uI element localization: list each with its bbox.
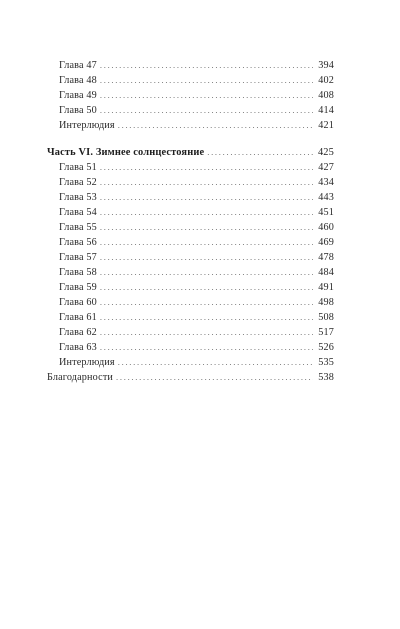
dot-leader — [100, 310, 313, 325]
toc-entry-page: 434 — [318, 177, 334, 188]
toc-part-page: 425 — [317, 147, 334, 158]
dot-leader — [100, 265, 313, 280]
toc-entry — [47, 175, 334, 190]
toc-entry-label: Глава 59 — [59, 282, 97, 293]
toc-entry-page: 451 — [318, 207, 334, 218]
toc-entry-page: 538 — [318, 372, 334, 383]
toc-entry-page: 460 — [318, 222, 334, 233]
toc-entry-page: 427 — [318, 162, 334, 173]
toc-entry-page: 478 — [318, 252, 334, 263]
toc-entry-page: 484 — [318, 267, 334, 278]
toc-entry — [47, 295, 334, 310]
dot-leader — [118, 118, 313, 133]
dot-leader — [100, 160, 313, 175]
dot-leader — [100, 250, 313, 265]
toc-entry-label: Глава 55 — [59, 222, 97, 233]
toc-entry-label: Глава 58 — [59, 267, 97, 278]
toc-entry-label: Глава 60 — [59, 297, 97, 308]
toc-entry-label: Глава 49 — [59, 90, 97, 101]
toc-entry-label: Глава 63 — [59, 342, 97, 353]
table-of-contents — [47, 58, 334, 385]
toc-entry-page: 498 — [318, 297, 334, 308]
dot-leader — [100, 295, 313, 310]
dot-leader — [100, 325, 313, 340]
toc-entry — [47, 58, 334, 73]
dot-leader — [100, 73, 313, 88]
toc-entry — [47, 370, 334, 385]
toc-entry — [47, 205, 334, 220]
toc-entry-label: Глава 52 — [59, 177, 97, 188]
dot-leader — [100, 190, 313, 205]
dot-leader — [100, 280, 313, 295]
toc-entry — [47, 235, 334, 250]
toc-entry-label: Глава 61 — [59, 312, 97, 323]
toc-entry — [47, 73, 334, 88]
toc-entry-page: 408 — [318, 90, 334, 101]
toc-entry — [47, 280, 334, 295]
toc-entry-label: Глава 54 — [59, 207, 97, 218]
toc-entry-label: Благодарности — [47, 372, 114, 383]
dot-leader — [100, 340, 313, 355]
toc-entry — [47, 310, 334, 325]
dot-leader — [100, 205, 313, 220]
dot-leader — [100, 88, 313, 103]
toc-part-heading — [47, 145, 334, 160]
toc-entry-page: 526 — [318, 342, 334, 353]
dot-leader — [118, 355, 313, 370]
toc-entry-page: 443 — [318, 192, 334, 203]
toc-entry — [47, 118, 334, 133]
toc-entry-page: 517 — [318, 327, 334, 338]
dot-leader — [100, 220, 313, 235]
toc-entry — [47, 355, 334, 370]
toc-entry — [47, 340, 334, 355]
toc-entry-page: 414 — [318, 105, 334, 116]
dot-leader — [100, 103, 313, 118]
dot-leader — [116, 370, 313, 385]
toc-entry-label: Глава 48 — [59, 75, 97, 86]
dot-leader — [100, 58, 313, 73]
toc-entry-page: 508 — [318, 312, 334, 323]
toc-entry-label: Глава 56 — [59, 237, 97, 248]
toc-part-label: Часть VI. Зимнее солнцестояние — [47, 147, 205, 158]
toc-entry-page: 394 — [318, 60, 334, 71]
toc-entry — [47, 103, 334, 118]
toc-entry — [47, 250, 334, 265]
toc-entry-label: Глава 50 — [59, 105, 97, 116]
toc-entry-label: Глава 47 — [59, 60, 97, 71]
toc-entry-page: 421 — [318, 120, 334, 131]
toc-entry-page: 535 — [318, 357, 334, 368]
dot-leader — [100, 175, 313, 190]
dot-leader — [100, 235, 313, 250]
toc-entry-label: Глава 57 — [59, 252, 97, 263]
toc-entry — [47, 190, 334, 205]
toc-entry-label: Интерлюдия — [59, 357, 115, 368]
toc-entry — [47, 325, 334, 340]
toc-entry-page: 402 — [318, 75, 334, 86]
toc-entry — [47, 265, 334, 280]
toc-entry-page: 469 — [318, 237, 334, 248]
toc-entry-label: Глава 62 — [59, 327, 97, 338]
toc-entry — [47, 220, 334, 235]
toc-entry — [47, 160, 334, 175]
dot-leader — [207, 145, 313, 160]
toc-entry-page: 491 — [318, 282, 334, 293]
toc-entry-label: Глава 51 — [59, 162, 97, 173]
toc-entry-label: Глава 53 — [59, 192, 97, 203]
toc-entry-label: Интерлюдия — [59, 120, 115, 131]
toc-entry — [47, 88, 334, 103]
